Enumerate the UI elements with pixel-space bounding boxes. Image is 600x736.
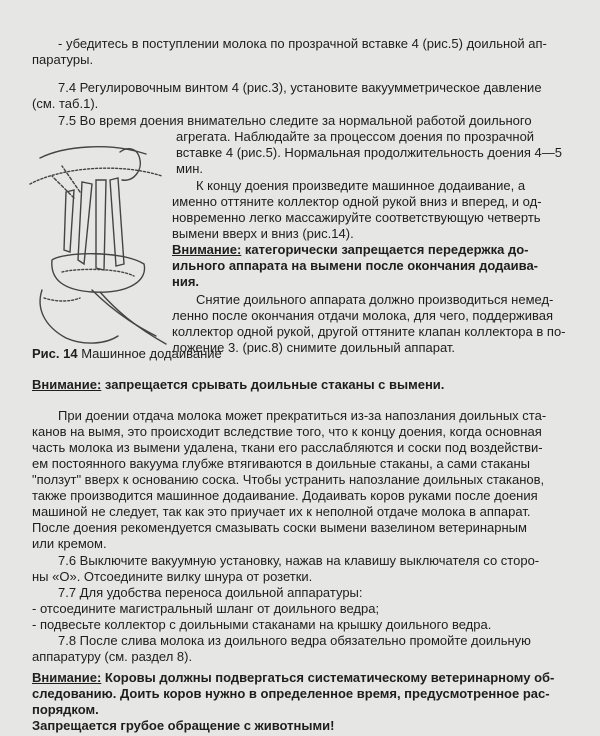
text-line: После доения рекомендуется смазывать соски вымени вазелином ветеринарным: [32, 520, 527, 535]
text-line: агрегата. Наблюдайте за процессом доения по прозрачной: [176, 129, 535, 144]
text-line: - отсоедините магистральный шланг от доильного ведра;: [32, 601, 380, 616]
text-line: (см. таб.1).: [32, 96, 99, 111]
warning-text: Коровы должны подвергаться систематическому ветеринарному об-: [101, 670, 555, 685]
text-line: также производится машинное додаивание. Додаивать коров руками после доения: [32, 488, 538, 503]
text-line: или кремом.: [32, 536, 107, 551]
text-line: 7.7 Для удобства переноса доильной аппаратуры:: [58, 585, 363, 600]
text-line: К концу доения произведите машинное додаивание, а: [196, 178, 526, 193]
text-line: Снятие доильного аппарата должно производиться немед-: [196, 292, 554, 307]
text-line: - убедитесь в поступлении молока по прозрачной вставке 4 (рис.5) доильной ап-: [58, 36, 547, 51]
warning-label: Внимание:: [32, 670, 102, 685]
warning-line: [172, 242, 529, 258]
text-line: новременно легко массажируйте соответствующую четверть: [172, 210, 541, 225]
warning-label: Внимание:: [32, 377, 102, 392]
text-line: мин.: [176, 161, 203, 176]
warning-line: [32, 670, 554, 686]
warning-text: запрещается срывать доильные стаканы с вымени.: [101, 377, 445, 392]
text-line: машиной не следует, так как это приучает их к неполной отдаче молока в аппарат.: [32, 504, 531, 519]
text-line: часть молока из вымени удалена, ткани его расслабляются и соски под воздействи-: [32, 440, 543, 455]
warning-line: Запрещается грубое обращение с животными!: [32, 718, 335, 733]
text-line: паратуры.: [32, 52, 94, 67]
text-line: 7.5 Во время доения внимательно следите за нормальной работой доильного: [58, 113, 532, 128]
warning-label: Внимание:: [172, 242, 242, 257]
figure-caption: [32, 346, 222, 362]
text-line: 7.6 Выключите вакуумную установку, нажав на клавишу выключателя со сторо-: [58, 553, 540, 568]
text-line: "ползут" вверх к основанию соска. Чтобы устранить напозлание доильных стаканов,: [32, 472, 545, 487]
warning-line: ния.: [172, 274, 200, 289]
text-line: именно оттяните коллектор одной рукой вниз и вперед, и од-: [172, 194, 542, 209]
warning-line: порядком.: [32, 702, 99, 717]
warning-line: [32, 377, 444, 393]
text-line: канов на вымя, это происходит вследствие того, что к концу доения, когда основная: [32, 424, 542, 439]
warning-text: категорически запрещается передержка до-: [241, 242, 529, 257]
warning-line: ильного аппарата на вымени после окончания додаива-: [172, 258, 539, 273]
text-line: вымени вверх и вниз (рис.14).: [172, 226, 354, 241]
text-line: ленно после окончания отдачи молока, для чего, поддерживая: [172, 308, 554, 323]
figure-caption-label: Рис. 14: [32, 346, 78, 361]
text-line: 7.8 После слива молока из доильного ведра обязательно промойте доильную: [58, 633, 531, 648]
text-line: При доении отдача молока может прекратиться из-за напозлания доильных ста-: [58, 408, 547, 423]
figure-caption-text: Машинное додаивание: [77, 346, 222, 361]
warning-line: следованию. Доить коров нужно в определенное время, предусмотренное рас-: [32, 686, 550, 701]
text-line: вставке 4 (рис.5). Нормальная продолжительность доения 4—5: [176, 145, 562, 160]
text-line: 7.4 Регулировочным винтом 4 (рис.3), установите вакуумметрическое давление: [58, 80, 542, 95]
text-line: - подвесьте коллектор с доильными стаканами на крышку доильного ведра.: [32, 617, 492, 632]
milking-figure-illustration: [22, 140, 170, 350]
text-line: ложение 3. (рис.8) снимите доильный аппарат.: [172, 340, 456, 355]
text-line: ем постоянного вакуума глубже втягиваются в доильные стаканы, а сами стаканы: [32, 456, 530, 471]
text-line: коллектор одной рукой, другой оттяните клапан коллектора в по-: [172, 324, 566, 339]
text-line: аппаратуру (см. раздел 8).: [32, 649, 193, 664]
text-line: ны «О». Отсоедините вилку шнура от розетки.: [32, 569, 313, 584]
